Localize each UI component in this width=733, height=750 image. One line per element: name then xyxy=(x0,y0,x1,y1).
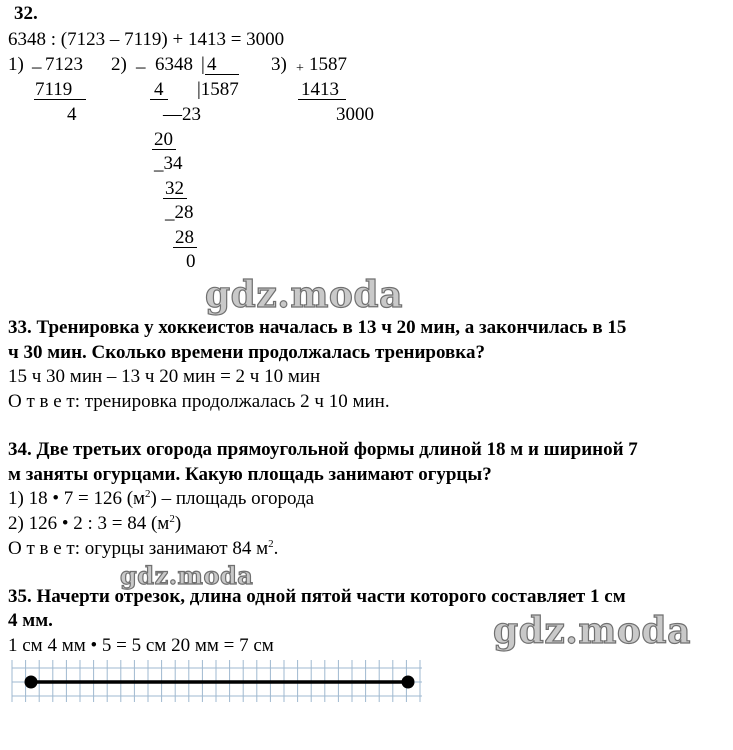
step-2-sub-4: 28 xyxy=(175,227,194,248)
task-35-title-line-2: 4 мм. xyxy=(8,610,53,631)
step-2-rem-1: —23 xyxy=(163,104,201,125)
step-1-minus: _ xyxy=(32,50,42,71)
watermark-logo: gdz.moda xyxy=(205,274,403,316)
step-2-divisor: 4 xyxy=(207,54,217,75)
task-34-step-1: 1) 18 • 7 = 126 $(м^2)$ – площадь огорода xyxy=(8,488,315,509)
step-1-label: 1) xyxy=(8,54,24,75)
step-2-divisor-line xyxy=(205,74,239,75)
step-1-subtrahend: 7119 xyxy=(35,79,73,100)
step-2-quotient: |1587 xyxy=(197,79,239,100)
step-2-label: 2) xyxy=(111,54,127,75)
step-2-sub-2-line xyxy=(152,149,176,150)
task-32-equation: 6348 : (7123 – 7119) + 1413 = 3000 xyxy=(8,29,285,50)
step-3-label: 3) xyxy=(271,54,287,75)
step-2-dividend: 6348 xyxy=(155,54,193,75)
watermark-logo: gdz.moda xyxy=(493,610,691,652)
step-2-rem-3: _28 xyxy=(165,202,194,223)
task-33-answer: О т в е т: тренировка продолжалась 2 ч 10 мин. xyxy=(8,391,390,412)
step-2-minus: _ xyxy=(136,50,146,71)
task-34-title-line-2: м заняты огурцами. Какую площадь занимают огурцы? xyxy=(8,464,492,485)
segment-endpoint-start xyxy=(25,676,38,689)
task-33-title-line-1: 33. Тренировка у хоккеистов началась в 13 ч 20 мин, а закончилась в 15 xyxy=(8,317,627,338)
step-2-sub-3-line xyxy=(163,198,187,199)
task-35-solution: 1 см 4 мм • 5 = 5 см 20 мм = 7 см xyxy=(8,635,274,656)
step-3-result: 3000 xyxy=(336,104,374,125)
step-1-underline xyxy=(34,99,86,100)
step-2-bar: | xyxy=(201,54,205,75)
step-2-sub-1: 4 xyxy=(154,79,164,100)
step-3-plus: + xyxy=(296,61,304,76)
task-35-title-line-1: 35. Начерти отрезок, длина одной пятой части которого составляет 1 см xyxy=(8,586,626,607)
step-1-minuend: 7123 xyxy=(45,54,83,75)
step-1-result: 4 xyxy=(67,104,77,125)
step-2-sub-4-line xyxy=(173,247,197,248)
step-3-addend-2: 1413 xyxy=(301,79,339,100)
step-3-underline xyxy=(298,99,346,100)
task-34-answer: О т в е т: огурцы занимают 84 $м^2$. xyxy=(8,538,279,559)
watermark-logo: gdz.moda xyxy=(120,561,254,590)
task-33-title-line-2: ч 30 мин. Сколько времени продолжалась тренировка? xyxy=(8,342,485,363)
task-34-step-2: 2) 126 • 2 : 3 = 84 $(м^2)$ xyxy=(8,513,182,534)
task-32-number: 32. xyxy=(14,3,38,24)
step-2-rem-4: 0 xyxy=(186,251,196,272)
grid-segment-drawing xyxy=(0,660,733,750)
step-2-sub-2: 20 xyxy=(154,129,173,150)
step-3-addend-1: 1587 xyxy=(309,54,347,75)
task-34-title-line-1: 34. Две третьих огорода прямоугольной формы длиной 18 м и шириной 7 xyxy=(8,439,638,460)
step-2-sub-1-line xyxy=(150,99,168,100)
segment-endpoint-end xyxy=(402,676,415,689)
task-33-solution: 15 ч 30 мин – 13 ч 20 мин = 2 ч 10 мин xyxy=(8,366,321,387)
step-2-rem-2: _34 xyxy=(154,153,183,174)
step-2-sub-3: 32 xyxy=(165,178,184,199)
